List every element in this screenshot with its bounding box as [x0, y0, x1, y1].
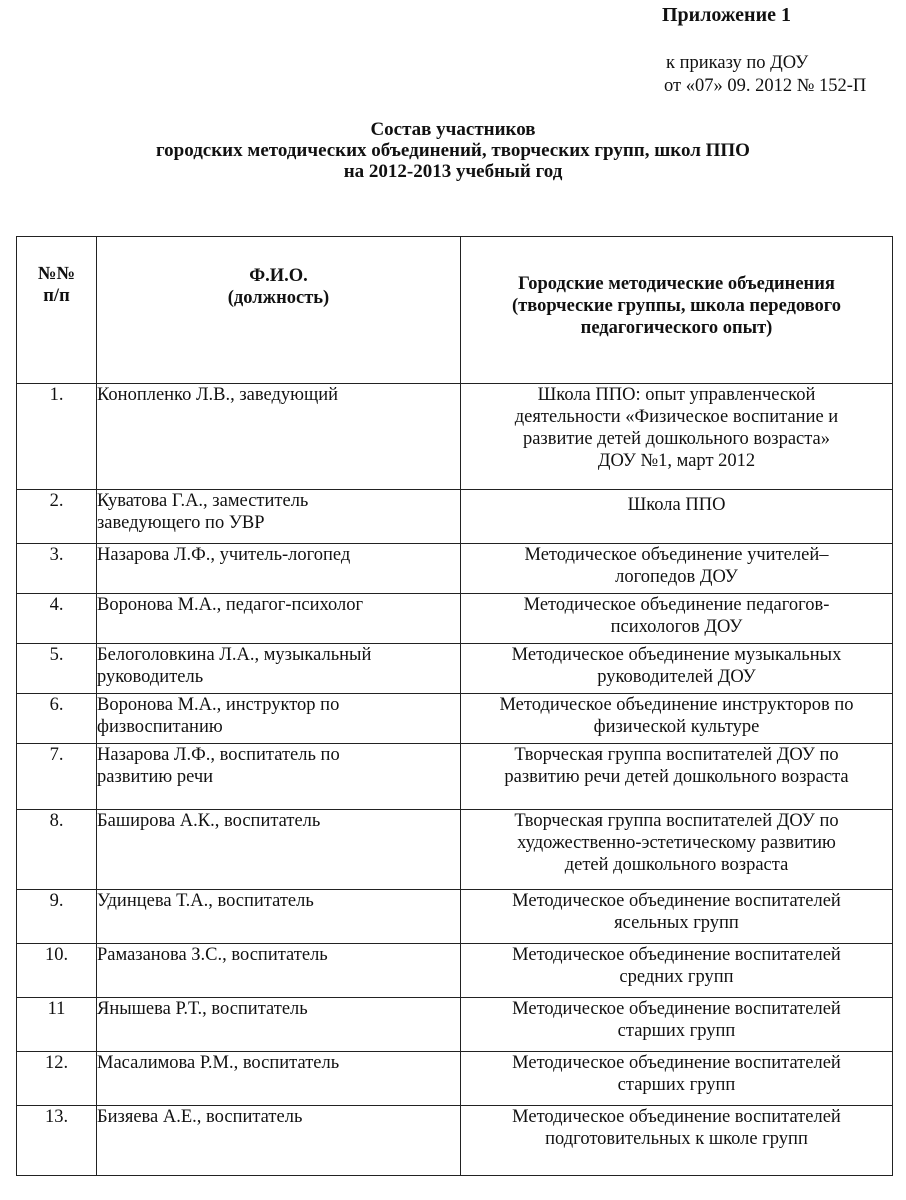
table-header-row: [17, 237, 893, 384]
header-name: [97, 237, 461, 384]
association-cell: [461, 544, 893, 594]
association-line: Школа ППО: опыт управленческой: [537, 385, 816, 405]
association-line: ясельных групп: [614, 913, 739, 933]
header-group-line: Городские методические объединения: [518, 274, 835, 294]
member-name-cell: [97, 594, 461, 644]
association-line: Методическое объединение воспитателей: [512, 891, 841, 911]
order-reference: [664, 52, 866, 98]
association-line: подготовительных к школе групп: [545, 1129, 808, 1149]
table-row: [17, 490, 893, 544]
association-line: средних групп: [619, 967, 734, 987]
member-name-cell: [97, 890, 461, 944]
member-name-line: Рамазанова З.С., воспитатель: [97, 945, 328, 965]
member-name-line: Масалимова Р.М., воспитатель: [97, 1053, 340, 1073]
table-row: [17, 694, 893, 744]
association-line: старших групп: [617, 1021, 736, 1041]
header-number: [17, 237, 97, 384]
association-line: руководителей ДОУ: [597, 667, 756, 687]
association-line: художественно-эстетическому развитию: [517, 833, 836, 853]
member-name-cell: [97, 384, 461, 490]
member-name-cell: [97, 490, 461, 544]
member-name-line: Удинцева Т.А., воспитатель: [97, 891, 314, 911]
association-cell: [461, 810, 893, 890]
association-line: деятельности «Физическое воспитание и: [514, 407, 839, 427]
association-line: Творческая группа воспитателей ДОУ по: [514, 811, 839, 831]
title-line-1: Состав участников: [370, 119, 536, 140]
document-title: [0, 119, 906, 182]
association-line: психологов ДОУ: [610, 617, 743, 637]
table-row: [17, 944, 893, 998]
association-cell: [461, 944, 893, 998]
member-name-line: Баширова А.К., воспитатель: [97, 811, 321, 831]
association-line: логопедов ДОУ: [615, 567, 738, 587]
member-name-line: Назарова Л.Ф., воспитатель по: [97, 745, 340, 765]
association-line: Методическое объединение воспитателей: [512, 999, 841, 1019]
member-name-line: заведующего по УВР: [97, 513, 265, 533]
association-cell: [461, 744, 893, 810]
member-name-cell: [97, 544, 461, 594]
row-number: 1.: [17, 384, 97, 490]
member-name-cell: [97, 944, 461, 998]
row-number: 12.: [17, 1052, 97, 1106]
member-name-line: Белоголовкина Л.А., музыкальный: [97, 645, 372, 665]
header-group-line: педагогического опыт): [580, 318, 773, 338]
member-name-cell: [97, 744, 461, 810]
member-name-cell: [97, 644, 461, 694]
association-cell: [461, 1052, 893, 1106]
order-line-2: от «07» 09. 2012 № 152-П: [664, 76, 867, 96]
table-row: [17, 1052, 893, 1106]
association-line: Методическое объединение воспитателей: [512, 1107, 841, 1127]
header-number-line: №№: [37, 264, 76, 284]
row-number: 13.: [17, 1106, 97, 1176]
association-line: Методическое объединение учителей–: [524, 545, 829, 565]
title-line-2: городских методических объединений, творческих групп, школ ППО: [156, 140, 750, 161]
association-cell: [461, 890, 893, 944]
member-name-line: физвоспитанию: [97, 717, 223, 737]
header-name-line: (должность): [227, 288, 330, 308]
row-number: 3.: [17, 544, 97, 594]
association-cell: [461, 1106, 893, 1176]
table-row: [17, 384, 893, 490]
member-name-line: Куватова Г.А., заместитель: [97, 491, 309, 511]
table-row: [17, 744, 893, 810]
member-name-line: Конопленко Л.В., заведующий: [97, 385, 339, 405]
member-name-line: Бизяева А.Е., воспитатель: [97, 1107, 303, 1127]
member-name-cell: [97, 694, 461, 744]
association-line: Методическое объединение музыкальных: [511, 645, 842, 665]
association-cell: [461, 644, 893, 694]
members-table: [16, 236, 893, 1176]
header-group: [461, 237, 893, 384]
association-cell: [461, 490, 893, 544]
table-row: [17, 890, 893, 944]
row-number: 8.: [17, 810, 97, 890]
association-line: старших групп: [617, 1075, 736, 1095]
association-cell: [461, 998, 893, 1052]
association-cell: [461, 694, 893, 744]
association-line: Методическое объединение воспитателей: [512, 1053, 841, 1073]
appendix-label: Приложение 1: [662, 4, 791, 26]
member-name-line: Воронова М.А., педагог-психолог: [97, 595, 364, 615]
member-name-line: развитию речи: [97, 767, 214, 787]
row-number: 9.: [17, 890, 97, 944]
association-line: физической культуре: [593, 717, 760, 737]
row-number: 11: [17, 998, 97, 1052]
member-name-line: руководитель: [97, 667, 204, 687]
member-name-cell: [97, 810, 461, 890]
member-name-cell: [97, 998, 461, 1052]
table-row: [17, 594, 893, 644]
association-line: Школа ППО: [627, 495, 726, 515]
table-row: [17, 1106, 893, 1176]
member-name-line: Воронова М.А., инструктор по: [97, 695, 340, 715]
association-line: Методическое объединение педагогов-: [523, 595, 830, 615]
row-number: 7.: [17, 744, 97, 810]
association-line: Методическое объединение инструкторов по: [499, 695, 854, 715]
table-row: [17, 644, 893, 694]
member-name-line: Янышева Р.Т., воспитатель: [97, 999, 308, 1019]
row-number: 5.: [17, 644, 97, 694]
member-name-cell: [97, 1052, 461, 1106]
row-number: 2.: [17, 490, 97, 544]
association-line: Методическое объединение воспитателей: [512, 945, 841, 965]
table-row: [17, 544, 893, 594]
header-group-line: (творческие группы, школа передового: [511, 296, 841, 316]
table-row: [17, 998, 893, 1052]
association-cell: [461, 594, 893, 644]
member-name-line: Назарова Л.Ф., учитель-логопед: [97, 545, 351, 565]
association-cell: [461, 384, 893, 490]
association-line: детей дошкольного возраста: [564, 855, 789, 875]
member-name-cell: [97, 1106, 461, 1176]
header-name-line: Ф.И.О.: [249, 266, 308, 286]
row-number: 6.: [17, 694, 97, 744]
association-line: ДОУ №1, март 2012: [597, 451, 756, 471]
association-line: развитие детей дошкольного возраста»: [522, 429, 831, 449]
association-line: Творческая группа воспитателей ДОУ по: [514, 745, 839, 765]
association-line: развитию речи детей дошкольного возраста: [504, 767, 849, 787]
order-line-1: к приказу по ДОУ: [666, 53, 809, 73]
row-number: 4.: [17, 594, 97, 644]
row-number: 10.: [17, 944, 97, 998]
title-line-3: на 2012-2013 учебный год: [343, 161, 563, 182]
header-number-line: п/п: [43, 286, 70, 306]
table-row: [17, 810, 893, 890]
